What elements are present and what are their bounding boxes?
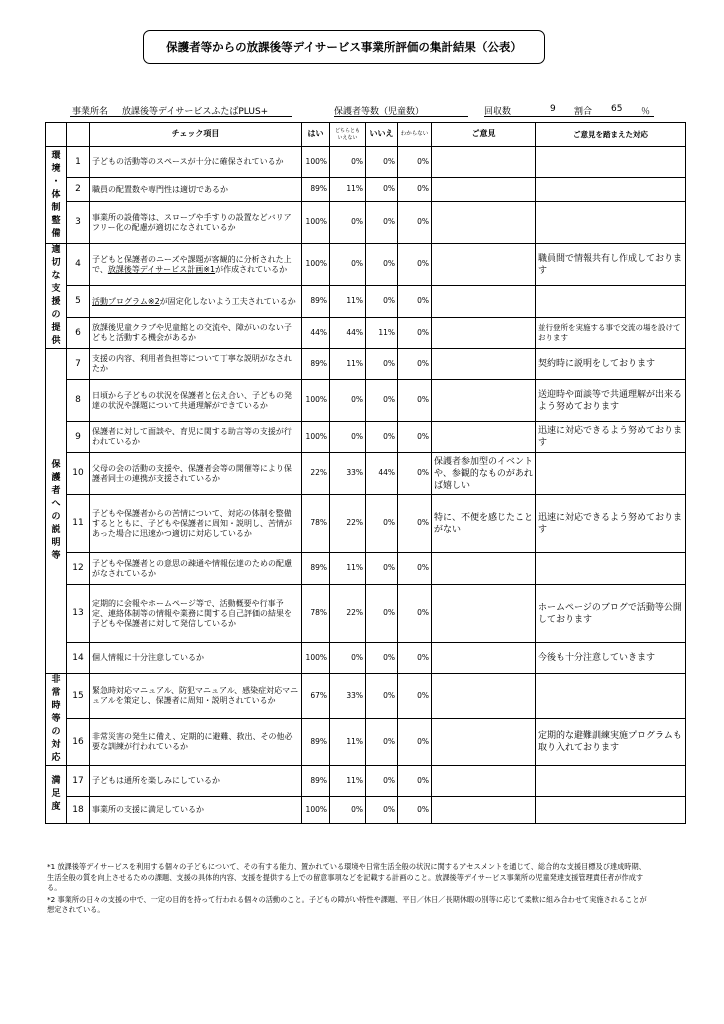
parents-underline	[334, 116, 468, 117]
header-opinion: ご意見	[432, 123, 536, 147]
neither-percent: 11%	[330, 553, 366, 585]
unknown-percent: 0%	[398, 178, 432, 202]
check-item-text	[90, 178, 302, 202]
header-blank-number	[67, 123, 90, 147]
neither-percent: 0%	[330, 202, 366, 244]
yes-percent: 100%	[302, 202, 330, 244]
evaluation-table	[45, 122, 686, 824]
item-text: 子どもと保護者のニーズや課題が客観的に分析された上で、	[92, 254, 292, 274]
yes-percent: 100%	[302, 797, 330, 824]
item-number: 1	[67, 147, 90, 178]
response-cell	[536, 553, 686, 585]
category-cell: 適 切 な 支 援 の 提 供	[46, 244, 67, 349]
yes-percent: 89%	[302, 766, 330, 797]
yes-percent: 100%	[302, 244, 330, 286]
item-text: 子どもや保護者からの苦情について、対応の体制を整備するとともに、子どもや保護者に周知・説明し、苦情があった場合に迅速かつ適切に対応しているか	[92, 508, 292, 538]
header-item: チェック項目	[90, 123, 302, 147]
table-row	[46, 585, 686, 643]
response-cell: 迅速に対応できるよう努めております	[536, 495, 686, 553]
check-item-text	[90, 643, 302, 674]
item-number: 3	[67, 202, 90, 244]
item-number: 12	[67, 553, 90, 585]
no-percent: 0%	[366, 244, 398, 286]
response-cell: 迅速に対応できるよう努めております	[536, 422, 686, 453]
item-text: 子どもは通所を楽しみにしているか	[92, 776, 220, 785]
no-percent: 0%	[366, 380, 398, 422]
no-percent: 11%	[366, 317, 398, 348]
opinion-cell: 特に、不便を感じたことがない	[432, 495, 536, 553]
yes-percent: 78%	[302, 495, 330, 553]
no-percent: 0%	[366, 797, 398, 824]
item-reference: 活動プログラム※2	[92, 296, 160, 306]
table-row	[46, 422, 686, 453]
unknown-percent: 0%	[398, 286, 432, 317]
no-percent: 0%	[366, 585, 398, 643]
check-item-text	[90, 147, 302, 178]
item-text: が固定化しないよう工夫されているか	[159, 296, 296, 306]
item-number: 7	[67, 349, 90, 380]
response-cell: 送迎時や面談等で共通理解が出来るよう努めております	[536, 380, 686, 422]
table-row	[46, 766, 686, 797]
no-percent: 0%	[366, 718, 398, 765]
no-percent: 0%	[366, 286, 398, 317]
no-percent: 0%	[366, 674, 398, 719]
unknown-percent: 0%	[398, 643, 432, 674]
item-text: 個人情報に十分注意しているか	[92, 653, 204, 662]
unknown-percent: 0%	[398, 422, 432, 453]
no-percent: 0%	[366, 147, 398, 178]
table-row	[46, 797, 686, 824]
no-percent: 0%	[366, 643, 398, 674]
no-percent: 0%	[366, 178, 398, 202]
response-cell	[536, 202, 686, 244]
response-cell	[536, 286, 686, 317]
neither-percent: 0%	[330, 643, 366, 674]
category-cell: 保 護 者 へ の 説 明 等	[46, 349, 67, 674]
item-number: 4	[67, 244, 90, 286]
unknown-percent: 0%	[398, 349, 432, 380]
opinion-cell	[432, 718, 536, 765]
check-item-text	[90, 553, 302, 585]
response-cell	[536, 766, 686, 797]
neither-percent: 22%	[330, 495, 366, 553]
table-row	[46, 380, 686, 422]
neither-percent: 33%	[330, 453, 366, 495]
item-number: 2	[67, 178, 90, 202]
no-percent: 0%	[366, 349, 398, 380]
opinion-cell	[432, 202, 536, 244]
neither-percent: 33%	[330, 674, 366, 719]
check-item-text	[90, 585, 302, 643]
opinion-cell	[432, 244, 536, 286]
category-cell: 環 境 ・ 体 制 整 備	[46, 147, 67, 244]
neither-percent: 22%	[330, 585, 366, 643]
item-text: が作成されているか	[215, 264, 288, 274]
no-percent: 0%	[366, 766, 398, 797]
item-text: 日頃から子どもの状況を保護者と伝え合い、子どもの発達の状況や課題について共通理解ができているか	[92, 390, 292, 410]
unknown-percent: 0%	[398, 674, 432, 719]
office-underline	[70, 116, 292, 117]
no-percent: 0%	[366, 422, 398, 453]
no-percent: 0%	[366, 553, 398, 585]
opinion-cell	[432, 766, 536, 797]
item-text: 保護者に対して面談や、育児に関する助言等の支援が行われているか	[92, 427, 292, 446]
opinion-cell	[432, 643, 536, 674]
item-text: 支援の内容、利用者負担等について丁寧な説明がなされたか	[92, 354, 292, 373]
item-number: 11	[67, 495, 90, 553]
response-cell: 今後も十分注意していきます	[536, 643, 686, 674]
neither-percent: 11%	[330, 286, 366, 317]
item-text: 子どもや保護者との意思の疎通や情報伝達のための配慮がなされているか	[92, 558, 292, 578]
unknown-percent: 0%	[398, 202, 432, 244]
opinion-cell	[432, 286, 536, 317]
opinion-cell	[432, 178, 536, 202]
table-row	[46, 244, 686, 286]
neither-percent: 0%	[330, 422, 366, 453]
responses-underline	[484, 116, 654, 117]
item-text: 定期的に会報やホームページ等で、活動概要や行事予定、連絡体制等の情報や業務に関する自己評価の結果を子どもや保護者に対して発信しているか	[92, 598, 292, 628]
neither-percent: 11%	[330, 718, 366, 765]
opinion-cell	[432, 797, 536, 824]
unknown-percent: 0%	[398, 147, 432, 178]
responses-label: 回収数	[484, 107, 512, 117]
neither-percent: 11%	[330, 766, 366, 797]
table-row	[46, 317, 686, 348]
header-yes: はい	[302, 123, 330, 147]
unknown-percent: 0%	[398, 585, 432, 643]
neither-percent: 11%	[330, 349, 366, 380]
item-text: 緊急時対応マニュアル、防犯マニュアル、感染症対応マニュアルを策定し、保護者に周知・説明されているか	[92, 685, 299, 705]
table-row	[46, 718, 686, 765]
no-percent: 0%	[366, 202, 398, 244]
item-number: 16	[67, 718, 90, 765]
footnotes	[47, 862, 647, 917]
yes-percent: 100%	[302, 422, 330, 453]
unknown-percent: 0%	[398, 797, 432, 824]
parents-label: 保護者等数（児童数）	[334, 107, 425, 117]
office-name: 放課後等デイサービスふたばPLUS+	[122, 107, 269, 117]
item-number: 9	[67, 422, 90, 453]
table-row	[46, 147, 686, 178]
item-number: 5	[67, 286, 90, 317]
response-cell	[536, 147, 686, 178]
yes-percent: 44%	[302, 317, 330, 348]
neither-percent: 44%	[330, 317, 366, 348]
neither-percent: 11%	[330, 178, 366, 202]
yes-percent: 67%	[302, 674, 330, 719]
opinion-cell	[432, 422, 536, 453]
item-number: 6	[67, 317, 90, 348]
header-response: ご意見を踏まえた対応	[536, 123, 686, 147]
item-text: 事業所の支援に満足しているか	[92, 805, 204, 814]
no-percent: 0%	[366, 495, 398, 553]
page-title: 保護者等からの放課後等デイサービス事業所評価の集計結果（公表）	[143, 30, 545, 64]
item-number: 14	[67, 643, 90, 674]
unknown-percent: 0%	[398, 317, 432, 348]
category-cell: 非 常 時 等 の 対 応	[46, 674, 67, 766]
item-number: 10	[67, 453, 90, 495]
check-item-text	[90, 674, 302, 719]
item-number: 13	[67, 585, 90, 643]
check-item-text	[90, 422, 302, 453]
table-row	[46, 286, 686, 317]
response-cell	[536, 797, 686, 824]
table-row	[46, 495, 686, 553]
yes-percent: 78%	[302, 585, 330, 643]
item-text: 子どもの活動等のスペースが十分に確保されているか	[92, 157, 284, 166]
item-text: 父母の会の活動の支援や、保護者会等の開催等により保護者同士の連携が支援されているか	[92, 463, 292, 483]
item-number: 8	[67, 380, 90, 422]
check-item-text	[90, 766, 302, 797]
table-row	[46, 453, 686, 495]
neither-percent: 0%	[330, 244, 366, 286]
opinion-cell	[432, 674, 536, 719]
table-row	[46, 643, 686, 674]
responses-value: 9	[550, 104, 556, 114]
table-row	[46, 178, 686, 202]
item-number: 17	[67, 766, 90, 797]
neither-percent: 0%	[330, 147, 366, 178]
rate-label: 割合	[574, 107, 593, 117]
check-item-text	[90, 380, 302, 422]
header-row	[46, 123, 686, 147]
check-item-text	[90, 244, 302, 286]
category-cell: 満 足 度	[46, 766, 67, 824]
opinion-cell: 保護者参加型のイベントや、参観的なものがあれば嬉しい	[432, 453, 536, 495]
response-cell: 契約時に説明をしております	[536, 349, 686, 380]
item-number: 18	[67, 797, 90, 824]
check-item-text	[90, 495, 302, 553]
opinion-cell	[432, 380, 536, 422]
footnote-1: *1 放課後等デイサービスを利用する個々の子どもについて、その有する能力、置かれている環境や日常生活全般の状況に関するアセスメントを通じて、総合的な支援目標及び達成時期、生活全般の質を向上させるための課題、支援の具体的内容、支援を提供する上での留意事項などを記載する計画のこと。放課後等デイサービス事業所の児童発達支援管理責任者が作成する。	[47, 862, 646, 892]
opinion-cell	[432, 349, 536, 380]
unknown-percent: 0%	[398, 453, 432, 495]
item-text: 放課後児童クラブや児童館との交流や、障がいのない子どもと活動する機会があるか	[92, 322, 292, 342]
yes-percent: 100%	[302, 643, 330, 674]
office-label: 事業所名	[72, 107, 109, 117]
unknown-percent: 0%	[398, 495, 432, 553]
no-percent: 44%	[366, 453, 398, 495]
footnote-2: *2 事業所の日々の支援の中で、一定の目的を持って行われる個々の活動のこと。子どもの障がい特性や課題、平日／休日／長期休暇の別等に応じて柔軟に組み合わせて実施されることが想定されている。	[47, 894, 647, 914]
response-cell	[536, 674, 686, 719]
table-row	[46, 202, 686, 244]
yes-percent: 22%	[302, 453, 330, 495]
rate-value: 65	[611, 104, 623, 114]
neither-percent: 0%	[330, 380, 366, 422]
yes-percent: 89%	[302, 718, 330, 765]
unknown-percent: 0%	[398, 766, 432, 797]
table-row	[46, 674, 686, 719]
neither-percent: 0%	[330, 797, 366, 824]
table-row	[46, 553, 686, 585]
response-cell	[536, 453, 686, 495]
yes-percent: 89%	[302, 286, 330, 317]
opinion-cell	[432, 585, 536, 643]
check-item-text	[90, 718, 302, 765]
response-cell: 定期的な避難訓練実施プログラムも取り入れております	[536, 718, 686, 765]
yes-percent: 100%	[302, 380, 330, 422]
unknown-percent: 0%	[398, 718, 432, 765]
opinion-cell	[432, 147, 536, 178]
unknown-percent: 0%	[398, 380, 432, 422]
response-cell	[536, 178, 686, 202]
unknown-percent: 0%	[398, 244, 432, 286]
unknown-percent: 0%	[398, 553, 432, 585]
item-text: 非常災害の発生に備え、定期的に避難、救出、その他必要な訓練が行われているか	[92, 731, 293, 751]
response-cell: 並行登所を実施する事で交流の場を設けております	[536, 317, 686, 348]
opinion-cell	[432, 553, 536, 585]
header-unknown: わからない	[398, 123, 432, 147]
response-cell: ホームページのブログで活動等公開しております	[536, 585, 686, 643]
yes-percent: 89%	[302, 178, 330, 202]
item-text: 職員の配置数や専門性は適切であるか	[92, 184, 228, 194]
header-blank-category	[46, 123, 67, 147]
yes-percent: 89%	[302, 349, 330, 380]
check-item-text	[90, 202, 302, 244]
table-row	[46, 349, 686, 380]
check-item-text	[90, 453, 302, 495]
header-neither: どちらとも いえない	[330, 123, 366, 147]
header-no: いいえ	[366, 123, 398, 147]
check-item-text	[90, 349, 302, 380]
check-item-text	[90, 797, 302, 824]
check-item-text	[90, 317, 302, 348]
check-item-text	[90, 286, 302, 317]
yes-percent: 100%	[302, 147, 330, 178]
opinion-cell	[432, 317, 536, 348]
yes-percent: 89%	[302, 553, 330, 585]
response-cell: 職員間で情報共有し作成しております	[536, 244, 686, 286]
rate-unit: ％	[641, 107, 651, 117]
item-reference: 放課後等デイサービス計画※1	[107, 264, 216, 274]
item-text: 事業所の設備等は、スロープや手すりの設置などバリアフリー化の配慮が適切になされているか	[92, 212, 292, 232]
item-number: 15	[67, 674, 90, 719]
